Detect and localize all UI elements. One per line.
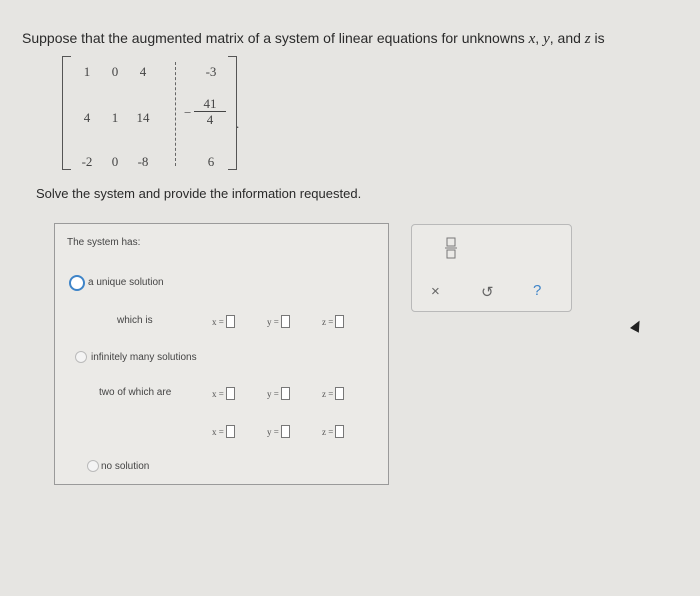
answer-toolbar [411, 224, 572, 312]
help-icon[interactable]: ? [533, 282, 542, 299]
unique-x [212, 315, 235, 328]
sol2-z-input[interactable] [335, 425, 344, 438]
panel-heading: The system has: [67, 237, 141, 248]
rhs-fraction [184, 96, 226, 127]
unique-x-input[interactable] [226, 315, 235, 328]
rhs-cell: 6 [207, 154, 215, 169]
matrix-cell: -2 [81, 154, 93, 169]
sol1-x-input[interactable] [226, 387, 235, 400]
clear-icon[interactable]: × [431, 283, 440, 300]
y-eq-label: y = [267, 426, 279, 437]
sol2-y [267, 425, 290, 438]
instruction-text: Solve the system and provide the information requested. [36, 186, 362, 201]
sol2-x-input[interactable] [226, 425, 235, 438]
label-infinitely-many: infinitely many solutions [91, 352, 197, 363]
left-bracket [62, 56, 71, 170]
matrix-cell: -8 [137, 154, 149, 169]
sol1-y-input[interactable] [281, 387, 290, 400]
label-unique-solution: a unique solution [88, 277, 164, 288]
unique-z-input[interactable] [335, 315, 344, 328]
period: . [236, 116, 240, 131]
fraction-sign: − [184, 105, 192, 120]
unique-y [267, 315, 290, 328]
prompt-sep1: , [535, 30, 544, 46]
matrix-cell: 14 [136, 110, 150, 125]
augmented-matrix [62, 56, 240, 174]
rhs-cell: -3 [205, 64, 217, 79]
fraction-icon[interactable] [445, 237, 457, 259]
matrix-cell: 4 [139, 64, 147, 79]
label-two-of-which: two of which are [99, 387, 172, 398]
sol2-x [212, 425, 235, 438]
prompt-text: Suppose that the augmented matrix of a system of linear equations for unknowns [22, 30, 529, 46]
matrix-cell: 0 [111, 64, 119, 79]
sol1-y [267, 387, 290, 400]
sol1-z [322, 387, 344, 400]
fraction-denominator: 4 [206, 112, 214, 127]
y-eq-label: y = [267, 316, 279, 327]
var-y: y [543, 31, 550, 47]
radio-infinitely-many[interactable] [75, 351, 87, 363]
radio-no-solution[interactable] [87, 460, 99, 472]
answer-panel [54, 223, 389, 485]
var-x: x [528, 31, 536, 47]
x-eq-label: x = [212, 316, 224, 327]
z-eq-label: z = [322, 316, 334, 327]
prompt-end: is [590, 30, 605, 46]
matrix-cell: 1 [83, 64, 91, 79]
right-bracket [228, 56, 240, 170]
matrix-cell: 4 [83, 110, 91, 125]
prompt-sep2: , and [549, 30, 585, 46]
sol2-z [322, 425, 344, 438]
augment-bar [175, 62, 176, 166]
x-eq-label: x = [212, 388, 224, 399]
sol1-z-input[interactable] [335, 387, 344, 400]
undo-icon[interactable]: ↺ [481, 284, 494, 301]
question-prompt [22, 30, 605, 48]
x-eq-label: x = [212, 426, 224, 437]
radio-unique-solution[interactable] [69, 275, 85, 291]
sol2-y-input[interactable] [281, 425, 290, 438]
unique-y-input[interactable] [281, 315, 290, 328]
label-no-solution: no solution [101, 461, 150, 472]
label-which-is: which is [117, 315, 153, 326]
matrix-cell: 1 [111, 110, 119, 125]
z-eq-label: z = [322, 388, 334, 399]
fraction-numerator: 41 [194, 96, 226, 112]
matrix-cell: 0 [111, 154, 119, 169]
var-z: z [584, 31, 591, 47]
z-eq-label: z = [322, 426, 334, 437]
unique-z [322, 315, 344, 328]
sol1-x [212, 387, 235, 400]
y-eq-label: y = [267, 388, 279, 399]
mouse-cursor [630, 318, 644, 332]
